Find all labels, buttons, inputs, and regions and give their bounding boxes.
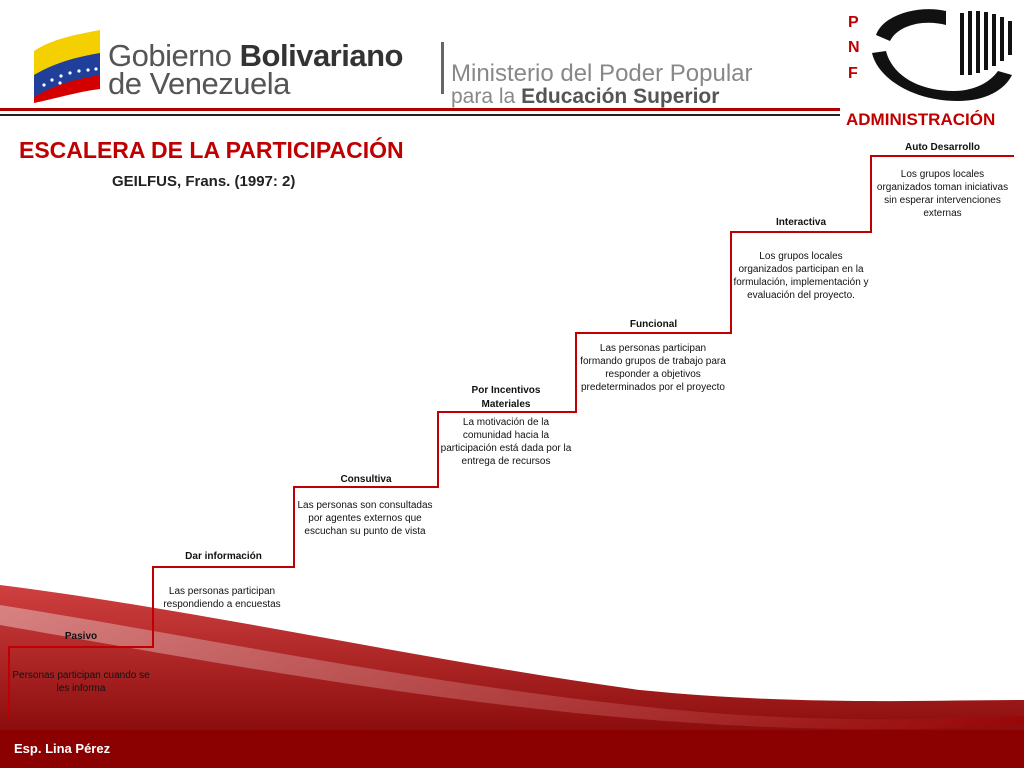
pnf-letter-f: F [848,65,858,82]
step-label: Funcional [629,319,678,330]
step-por-incentivos-materiales [458,384,554,412]
step-label: Auto Desarrollo [904,142,980,153]
step-auto-desarrollo [871,141,1014,155]
step-label: Consultiva [340,474,392,485]
step-description: Las personas participan respondiendo a encuestas [163,586,281,610]
step-label: Pasivo [64,631,98,642]
page-title: ESCALERA DE LA PARTICIPACIÓN [19,137,404,163]
ministerio-line-2: para la Educación Superior [451,85,720,108]
step-label: Por Incentivos Materiales [471,385,541,410]
step-label: Dar información [185,551,262,562]
gobierno-line-2: de Venezuela [108,66,290,101]
step-description: Las personas participan formando grupos de trabajo para responder a objetivos predeterminados por el proyecto [580,343,726,393]
step-description: Los grupos locales organizados toman iniciativas sin esperar intervenciones externas [876,169,1009,219]
step-description: Personas participan cuando se les informa [12,670,150,694]
step-description: Las personas son consultadas por agentes externos que escuchan su punto de vista [297,500,433,537]
author-label: Esp. Lina Pérez [14,741,111,756]
citation: GEILFUS, Frans. (1997: 2) [112,173,296,190]
step-consultiva [294,473,438,487]
pnf-letter-p: P [848,14,859,31]
step-pasivo [9,630,153,644]
step-dar-informacion [153,550,294,564]
pnf-letter-n: N [848,39,860,56]
pnf-area-label: ADMINISTRACIÓN [846,110,996,129]
gobierno-line-1: Gobierno Bolivariano [108,38,403,73]
step-description: La motivación de la comunidad hacia la participación está dada por la entrega de recursos [440,417,572,467]
ministerio-line-1: Ministerio del Poder Popular [451,60,753,87]
step-description: Los grupos locales organizados participan en la formulación, implementación y evaluación del proyecto. [733,251,869,301]
step-interactiva [731,216,871,230]
step-label: Interactiva [775,217,827,228]
step-funcional [576,318,731,332]
